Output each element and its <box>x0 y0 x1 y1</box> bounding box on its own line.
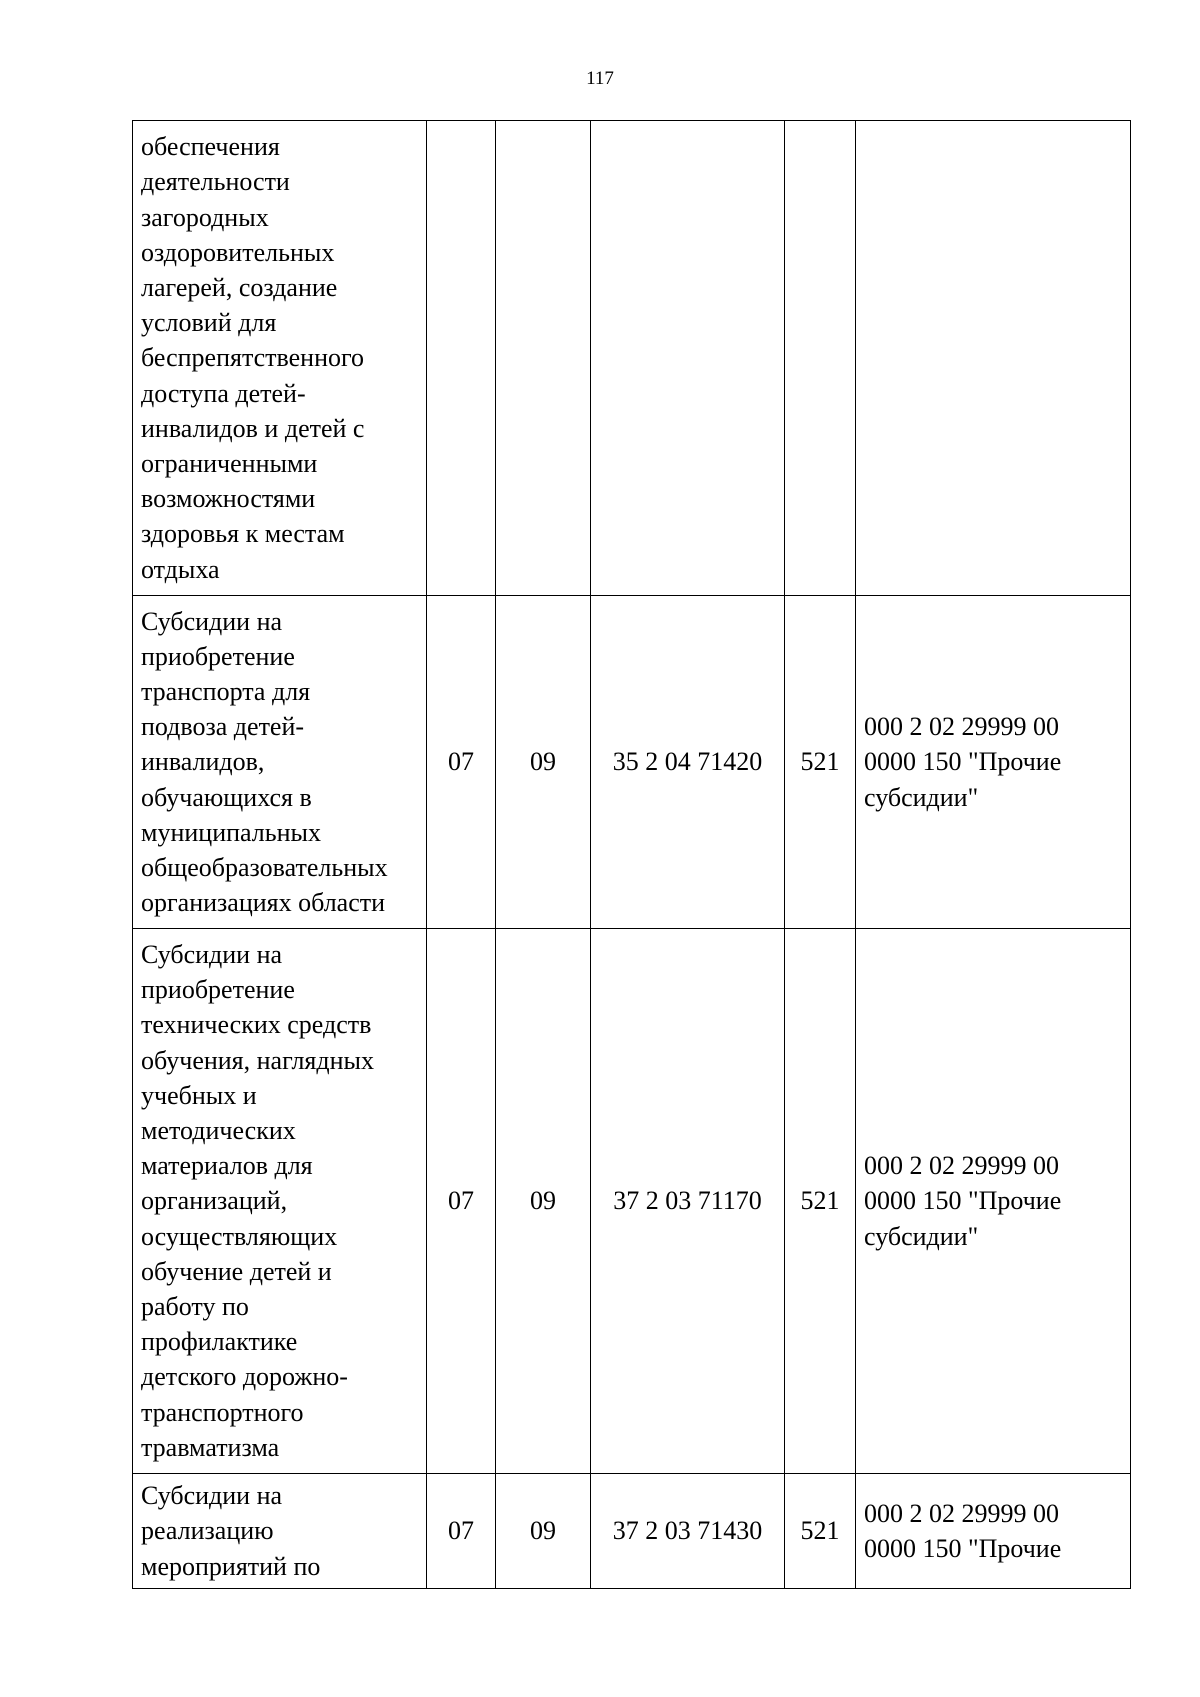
description-line: осуществляющих <box>141 1221 338 1251</box>
description-line: возможностями <box>141 484 316 514</box>
description-line: ограниченными <box>141 449 318 478</box>
description-line: методических <box>141 1115 296 1145</box>
page-number: 117 <box>586 68 614 89</box>
description-line: обучение детей и <box>141 1256 332 1286</box>
description-cell <box>133 121 427 596</box>
section-cell: 07 <box>427 929 496 1474</box>
expense-type-cell <box>785 121 856 596</box>
description-line: приобретение <box>141 641 295 671</box>
section-cell: 07 <box>427 1474 496 1589</box>
subsection-cell: 09 <box>496 929 591 1474</box>
section-cell: 07 <box>427 596 496 929</box>
expense-type-cell: 521 <box>785 1474 856 1589</box>
description-line: реализацию <box>141 1516 274 1546</box>
subsection-cell: 09 <box>496 1474 591 1589</box>
revenue-code-line: 000 2 02 29999 00 <box>864 1151 1059 1181</box>
section-cell <box>427 121 496 596</box>
description-line: деятельности <box>141 167 290 197</box>
revenue-code-line: субсидии" <box>864 1221 979 1251</box>
description-line: Субсидии на <box>141 606 283 636</box>
description-line: обучения, наглядных <box>141 1045 374 1075</box>
description-line: лагерей, создание <box>141 272 338 302</box>
description-line: отдыха <box>141 554 220 584</box>
description-line: транспорта для <box>141 676 311 706</box>
description-line: обеспечения <box>141 132 280 162</box>
subsection-cell <box>496 121 591 596</box>
description-line: здоровья к местам <box>141 519 345 549</box>
description-cell <box>133 1474 427 1589</box>
description-line: беспрепятственного <box>141 343 365 373</box>
description-line: организациях области <box>141 888 386 918</box>
expense-type-cell: 521 <box>785 596 856 929</box>
budget-table <box>132 120 1131 1589</box>
description-line: Субсидии на <box>141 939 283 969</box>
table-row <box>133 121 1131 596</box>
description-line: доступа детей- <box>141 378 306 408</box>
revenue-code-cell <box>856 596 1131 929</box>
description-line: загородных <box>141 202 269 232</box>
description-line: муниципальных <box>141 817 322 847</box>
description-line: детского дорожно- <box>141 1362 348 1392</box>
subsection-cell: 09 <box>496 596 591 929</box>
target-code-cell: 37 2 03 71170 <box>591 929 785 1474</box>
description-cell <box>133 929 427 1474</box>
revenue-code-line: 000 2 02 29999 00 <box>864 712 1059 742</box>
description-line: приобретение <box>141 975 295 1005</box>
description-line: транспортного <box>141 1397 304 1427</box>
table-row <box>133 596 1131 929</box>
revenue-code-line: 000 2 02 29999 00 <box>864 1498 1059 1528</box>
target-code-cell: 35 2 04 71420 <box>591 596 785 929</box>
description-line: работу по <box>141 1292 249 1321</box>
revenue-code-cell <box>856 121 1131 596</box>
revenue-code-cell <box>856 1474 1131 1589</box>
description-line: оздоровительных <box>141 237 335 267</box>
description-line: условий для <box>141 308 277 338</box>
description-line: травматизма <box>141 1432 280 1462</box>
description-line: технических средств <box>141 1010 372 1040</box>
expense-type-cell: 521 <box>785 929 856 1474</box>
description-line: Субсидии на <box>141 1481 283 1511</box>
description-line: инвалидов, <box>141 747 265 777</box>
revenue-code-line: субсидии" <box>864 782 979 812</box>
target-code-cell <box>591 121 785 596</box>
target-code-cell: 37 2 03 71430 <box>591 1474 785 1589</box>
description-line: инвалидов и детей с <box>141 413 365 443</box>
revenue-code-cell <box>856 929 1131 1474</box>
table-row <box>133 1474 1131 1589</box>
description-line: подвоза детей- <box>141 712 305 742</box>
description-cell <box>133 596 427 929</box>
description-line: мероприятий по <box>141 1551 321 1581</box>
description-line: организаций, <box>141 1186 288 1216</box>
description-line: учебных и <box>141 1080 257 1110</box>
description-line: обучающихся в <box>141 782 312 812</box>
revenue-code-line: 0000 150 "Прочие <box>864 1534 1062 1563</box>
revenue-code-line: 0000 150 "Прочие <box>864 1186 1062 1216</box>
table-row <box>133 929 1131 1474</box>
description-line: общеобразовательных <box>141 853 388 882</box>
description-line: профилактике <box>141 1327 298 1357</box>
revenue-code-line: 0000 150 "Прочие <box>864 747 1062 777</box>
description-line: материалов для <box>141 1151 313 1181</box>
